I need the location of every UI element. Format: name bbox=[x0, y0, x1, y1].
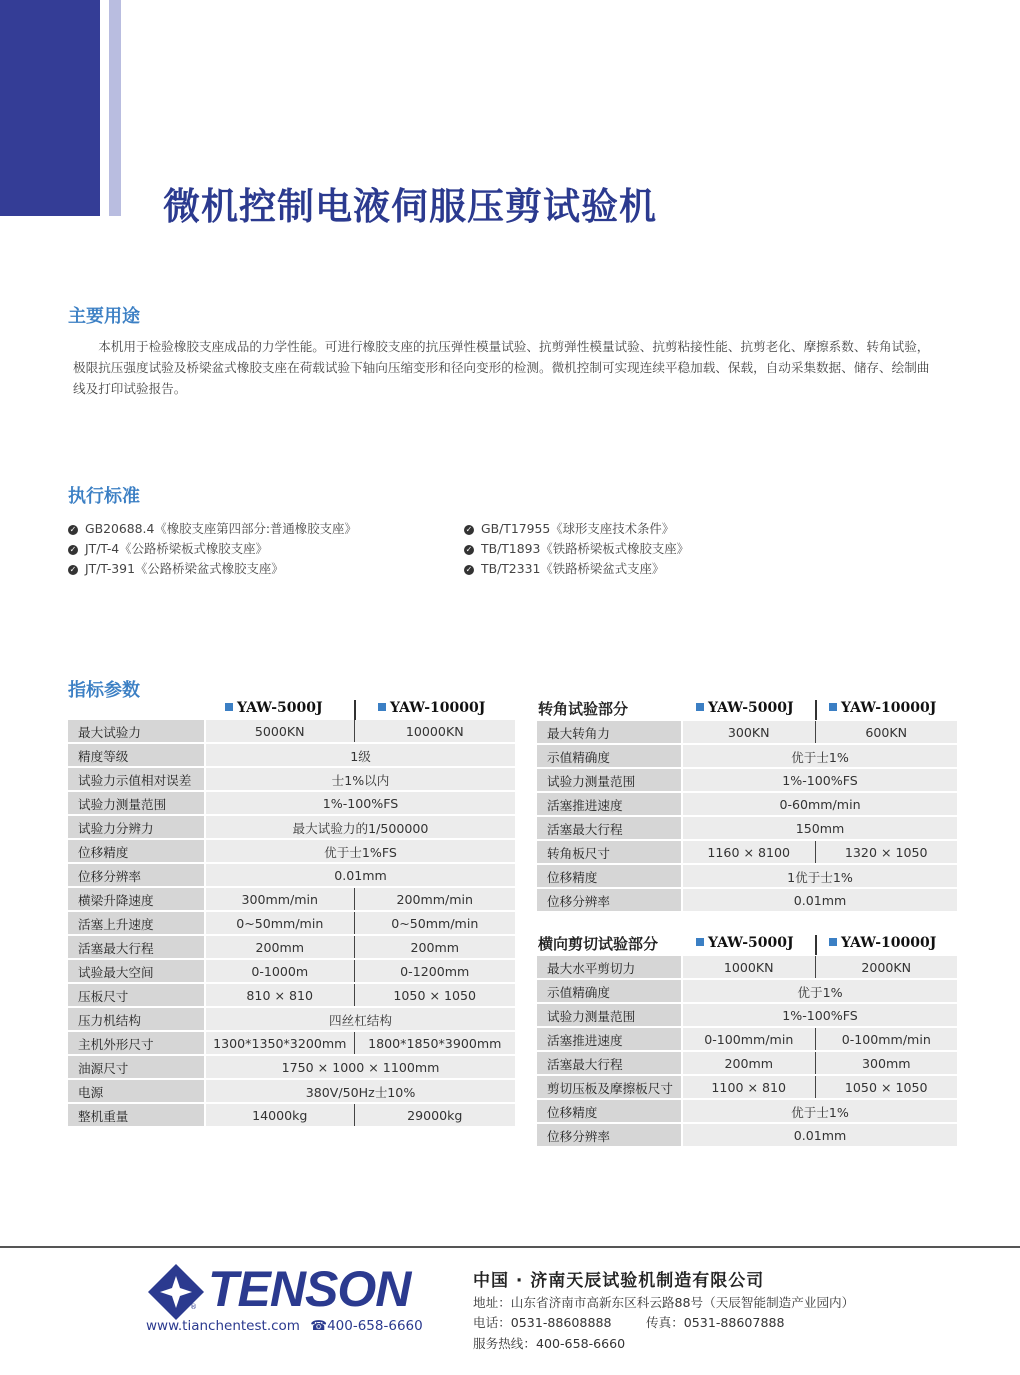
company-phone: 电话：0531-88608888 bbox=[473, 1315, 612, 1330]
spec-label: 活塞最大行程 bbox=[537, 816, 682, 840]
table-row bbox=[68, 743, 515, 767]
spec-label: 试验力测量范围 bbox=[537, 1003, 682, 1027]
spec-value-model-b: 600KN bbox=[815, 721, 957, 744]
spec-value: 0-60mm/min bbox=[682, 792, 957, 816]
registered-mark: ® bbox=[190, 1303, 197, 1311]
table-row bbox=[68, 1103, 515, 1127]
table-row bbox=[68, 815, 515, 839]
spec-value-model-b: 1050 × 1050 bbox=[354, 983, 515, 1007]
usage-paragraph: 本机用于检验橡胶支座成品的力学性能。可进行橡胶支座的抗压弹性模量试验、抗剪弹性模量试验、抗剪粘接性能、抗剪老化、摩擦系数、转角试验，极限抗压强度试验及桥梁盆式橡胶支座在荷载试验下轴向压缩变形和径向变形的检测。微机控制可实现连续平稳加载、保载，自动采集数据、储存、绘制曲线及打印试验报告。 bbox=[73, 339, 930, 396]
spec-value-model-b: 2000KN bbox=[815, 956, 957, 979]
table-row bbox=[68, 983, 515, 1007]
spec-label: 位移精度 bbox=[537, 864, 682, 888]
table-row bbox=[537, 792, 957, 816]
table-row bbox=[537, 1003, 957, 1027]
model-a-header: YAW-5000J bbox=[225, 700, 323, 716]
model-b-header: YAW-10000J bbox=[378, 700, 485, 716]
spec-label: 最大转角力 bbox=[537, 721, 682, 744]
hotline-number: 400-658-6660 bbox=[327, 1318, 423, 1334]
spec-value-model-a: 1100 × 810 bbox=[682, 1075, 815, 1099]
spec-label: 最大水平剪切力 bbox=[537, 956, 682, 979]
table-row bbox=[537, 864, 957, 888]
spec-label: 剪切压板及摩擦板尺寸 bbox=[537, 1075, 682, 1099]
header-divider bbox=[354, 700, 356, 720]
spec-label: 电源 bbox=[68, 1079, 205, 1103]
table-row bbox=[68, 959, 515, 983]
spec-value: 150mm bbox=[682, 816, 957, 840]
spec-value-model-b: 200mm bbox=[354, 935, 515, 959]
company-address: 地址：山东省济南市高新东区科云路88号（天辰智能制造产业园内） bbox=[473, 1295, 855, 1310]
table-row bbox=[537, 721, 957, 744]
spec-value-model-a: 0~50mm/min bbox=[205, 911, 354, 935]
spec-value-model-a: 300mm/min bbox=[205, 887, 354, 911]
decor-bar-dark bbox=[0, 0, 100, 216]
model-b-header: YAW-10000J bbox=[829, 935, 936, 951]
spec-value: 优于士1% bbox=[682, 744, 957, 768]
spec-value-model-a: 1160 × 8100 bbox=[682, 840, 815, 864]
spec-value: 0.01mm bbox=[205, 863, 515, 887]
check-icon: ✓ bbox=[69, 564, 77, 574]
spec-label: 油源尺寸 bbox=[68, 1055, 205, 1079]
table-row bbox=[68, 1055, 515, 1079]
table-row bbox=[537, 956, 957, 979]
spec-value-model-a: 200mm bbox=[205, 935, 354, 959]
spec-label: 活塞最大行程 bbox=[68, 935, 205, 959]
spec-value-model-b: 29000kg bbox=[354, 1103, 515, 1127]
spec-label: 试验力示值相对误差 bbox=[68, 767, 205, 791]
table-row bbox=[68, 863, 515, 887]
spec-value-model-b: 300mm bbox=[815, 1051, 957, 1075]
table-row bbox=[68, 767, 515, 791]
table-row bbox=[68, 1007, 515, 1031]
brand-logo-text: TENSON bbox=[208, 1261, 411, 1317]
check-icon: ✓ bbox=[465, 564, 473, 574]
spec-value: 四丝杠结构 bbox=[205, 1007, 515, 1031]
table-row bbox=[68, 839, 515, 863]
table-row bbox=[537, 1027, 957, 1051]
table-row bbox=[537, 1099, 957, 1123]
spec-value-model-b: 0-1200mm bbox=[354, 959, 515, 983]
table-row bbox=[537, 840, 957, 864]
spec-value-model-a: 1000KN bbox=[682, 956, 815, 979]
standard-item: ✓ JT/T-4《公路桥梁板式橡胶支座》 bbox=[69, 541, 268, 556]
spec-value: 1%-100%FS bbox=[682, 768, 957, 792]
decor-bar-light bbox=[109, 0, 121, 216]
table-row bbox=[537, 1075, 957, 1099]
spec-value: 0.01mm bbox=[682, 888, 957, 912]
tenson-logo-icon bbox=[146, 1262, 206, 1322]
spec-label: 主机外形尺寸 bbox=[68, 1031, 205, 1055]
spec-label: 横梁升降速度 bbox=[68, 887, 205, 911]
service-hotline: 服务热线：400-658-6660 bbox=[473, 1336, 626, 1351]
check-icon: ✓ bbox=[69, 544, 77, 554]
spec-label: 活塞上升速度 bbox=[68, 911, 205, 935]
spec-value: 1%-100%FS bbox=[682, 1003, 957, 1027]
table-row bbox=[68, 720, 515, 743]
spec-label: 最大试验力 bbox=[68, 720, 205, 743]
check-icon: ✓ bbox=[465, 524, 473, 534]
table-row bbox=[537, 768, 957, 792]
table-row bbox=[537, 979, 957, 1003]
rotation-section-title: 转角试验部分 bbox=[538, 700, 629, 718]
spec-value-model-a: 200mm bbox=[682, 1051, 815, 1075]
spec-label: 压力机结构 bbox=[68, 1007, 205, 1031]
model-a-header: YAW-5000J bbox=[696, 935, 794, 951]
spec-label: 活塞推进速度 bbox=[537, 792, 682, 816]
square-icon bbox=[829, 938, 837, 946]
spec-value: 1级 bbox=[205, 743, 515, 767]
phone-icon: ☎ bbox=[310, 1318, 328, 1334]
spec-value-model-b: 1800*1850*3900mm bbox=[354, 1031, 515, 1055]
footer-divider bbox=[0, 1246, 1020, 1248]
spec-label: 精度等级 bbox=[68, 743, 205, 767]
square-icon bbox=[696, 938, 704, 946]
square-icon bbox=[225, 703, 233, 711]
spec-value-model-b: 1050 × 1050 bbox=[815, 1075, 957, 1099]
spec-value-model-a: 0-1000m bbox=[205, 959, 354, 983]
website-line bbox=[146, 1318, 423, 1334]
spec-value-model-b: 1320 × 1050 bbox=[815, 840, 957, 864]
table-row bbox=[68, 1031, 515, 1055]
spec-value: 1优于士1% bbox=[682, 864, 957, 888]
header-divider bbox=[815, 935, 817, 955]
spec-label: 活塞最大行程 bbox=[537, 1051, 682, 1075]
spec-label: 位移精度 bbox=[68, 839, 205, 863]
spec-label: 位移分辨率 bbox=[68, 863, 205, 887]
standard-item: ✓ TB/T2331《铁路桥梁盆式支座》 bbox=[465, 561, 665, 576]
spec-label: 压板尺寸 bbox=[68, 983, 205, 1007]
website-link[interactable]: www.tianchentest.com bbox=[146, 1318, 300, 1334]
spec-label: 试验力分辨力 bbox=[68, 815, 205, 839]
spec-value: 1750 × 1000 × 1100mm bbox=[205, 1055, 515, 1079]
spec-label: 转角板尺寸 bbox=[537, 840, 682, 864]
spec-value-model-a: 5000KN bbox=[205, 720, 354, 743]
table-row bbox=[68, 935, 515, 959]
spec-value-model-b: 0~50mm/min bbox=[354, 911, 515, 935]
spec-value-model-b: 0-100mm/min bbox=[815, 1027, 957, 1051]
spec-value-model-b: 10000KN bbox=[354, 720, 515, 743]
spec-label: 活塞推进速度 bbox=[537, 1027, 682, 1051]
model-b-header: YAW-10000J bbox=[829, 700, 936, 716]
spec-value: 1%-100%FS bbox=[205, 791, 515, 815]
standard-item: ✓ TB/T1893《铁路桥梁板式橡胶支座》 bbox=[465, 541, 690, 556]
spec-value: 优于士1%FS bbox=[205, 839, 515, 863]
spec-label: 示值精确度 bbox=[537, 744, 682, 768]
header-divider bbox=[815, 700, 817, 720]
spec-value-model-a: 14000kg bbox=[205, 1103, 354, 1127]
table-row bbox=[68, 1079, 515, 1103]
main-spec-table bbox=[68, 720, 515, 1128]
square-icon bbox=[829, 703, 837, 711]
spec-value: 380V/50Hz士10% bbox=[205, 1079, 515, 1103]
page-title: 微机控制电液伺服压剪试验机 bbox=[163, 185, 657, 228]
standard-item: ✓ JT/T-391《公路桥梁盆式橡胶支座》 bbox=[69, 561, 284, 576]
section-params-heading: 指标参数 bbox=[68, 680, 140, 701]
spec-label: 试验最大空间 bbox=[68, 959, 205, 983]
spec-value: 0.01mm bbox=[682, 1123, 957, 1147]
check-icon: ✓ bbox=[69, 524, 77, 534]
standard-item: ✓ GB/T17955《球形支座技术条件》 bbox=[465, 521, 675, 536]
spec-value: 优于1% bbox=[682, 979, 957, 1003]
spec-value-model-a: 0-100mm/min bbox=[682, 1027, 815, 1051]
spec-value-model-a: 810 × 810 bbox=[205, 983, 354, 1007]
square-icon bbox=[696, 703, 704, 711]
table-row bbox=[537, 1123, 957, 1147]
shear-spec-table bbox=[537, 956, 957, 1148]
table-row bbox=[68, 887, 515, 911]
rotation-spec-table bbox=[537, 721, 957, 913]
company-name: 中国 · 济南天辰试验机制造有限公司 bbox=[473, 1271, 765, 1291]
company-fax: 传真：0531-88607888 bbox=[646, 1315, 785, 1330]
table-row bbox=[68, 791, 515, 815]
square-icon bbox=[378, 703, 386, 711]
spec-label: 试验力测量范围 bbox=[68, 791, 205, 815]
spec-label: 位移分辨率 bbox=[537, 888, 682, 912]
section-standards-heading: 执行标准 bbox=[68, 486, 140, 507]
shear-section-title: 横向剪切试验部分 bbox=[538, 935, 659, 953]
spec-value-model-b: 200mm/min bbox=[354, 887, 515, 911]
spec-value: 优于士1% bbox=[682, 1099, 957, 1123]
spec-value: 士1%以内 bbox=[205, 767, 515, 791]
spec-label: 位移精度 bbox=[537, 1099, 682, 1123]
check-icon: ✓ bbox=[465, 544, 473, 554]
spec-value-model-a: 1300*1350*3200mm bbox=[205, 1031, 354, 1055]
table-row bbox=[537, 1051, 957, 1075]
table-row bbox=[68, 911, 515, 935]
table-row bbox=[537, 816, 957, 840]
spec-label: 示值精确度 bbox=[537, 979, 682, 1003]
spec-label: 整机重量 bbox=[68, 1103, 205, 1127]
spec-label: 位移分辨率 bbox=[537, 1123, 682, 1147]
standard-item: ✓ GB20688.4《橡胶支座第四部分:普通橡胶支座》 bbox=[69, 521, 357, 536]
section-usage-heading: 主要用途 bbox=[68, 306, 140, 327]
spec-value: 最大试验力的1/500000 bbox=[205, 815, 515, 839]
table-row bbox=[537, 744, 957, 768]
model-a-header: YAW-5000J bbox=[696, 700, 794, 716]
table-row bbox=[537, 888, 957, 912]
spec-value-model-a: 300KN bbox=[682, 721, 815, 744]
spec-label: 试验力测量范围 bbox=[537, 768, 682, 792]
